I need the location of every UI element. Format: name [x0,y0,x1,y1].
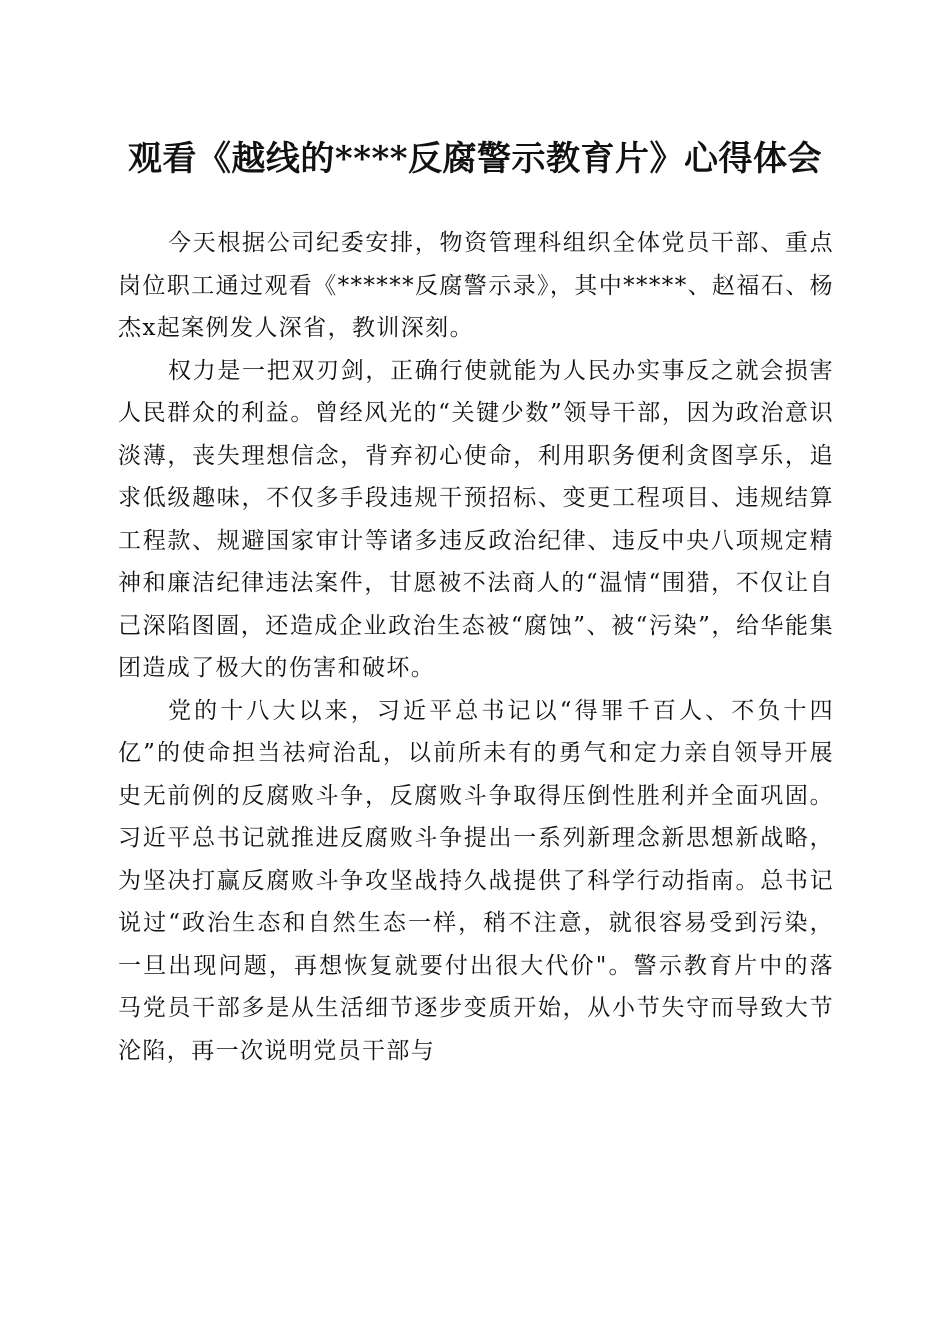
document-title: 观看《越线的****反腐警示教育片》心得体会 [127,139,823,179]
paragraph: 权力是一把双刃剑，正确行使就能为人民办实事反之就会损害人民群众的利益。曾经风光的“关键少数”领导干部，因为政治意识淡薄，丧失理想信念，背弃初心使命，利用职务便利贪图享乐，追求低级趣味，不仅多手段违规干预招标、变更工程项目、违规结算工程款、规避国家审计等诸多违反政治纪律、违反中央八项规定精神和廉洁纪律违法案件，甘愿被不法商人的“温情“围猎，不仅让自己深陷图圄，还造成企业政治生态被“腐蚀”、被“污染”，给华能集团造成了极大的伤害和破坏。 [118,357,834,681]
paragraph: 党的十八大以来，习近平总书记以“得罪千百人、不负十四亿”的使命担当祛疴治乱，以前所未有的勇气和定力亲自领导开展史无前例的反腐败斗争，反腐败斗争取得压倒性胜利并全面巩固。习近平总书记就推进反腐败斗争提出一系列新理念新思想新战略，为坚决打赢反腐败斗争攻坚战持久战提供了科学行动指南。总书记说过“政治生态和自然生态一样，稍不注意，就很容易受到污染，一旦出现问题，再想恢复就要付出很大代价"。警示教育片中的落马党员干部多是从生活细节逐步变质开始，从小节失守而导致大节沦陷，再一次说明党员干部与 [118,697,834,1064]
document-body [118,222,834,1072]
paragraph: 今天根据公司纪委安排，物资管理科组织全体党员干部、重点岗位职工通过观看《******反腐警示录》，其中*****、赵福石、杨杰x起案例发人深省，教训深刻。 [118,230,834,341]
